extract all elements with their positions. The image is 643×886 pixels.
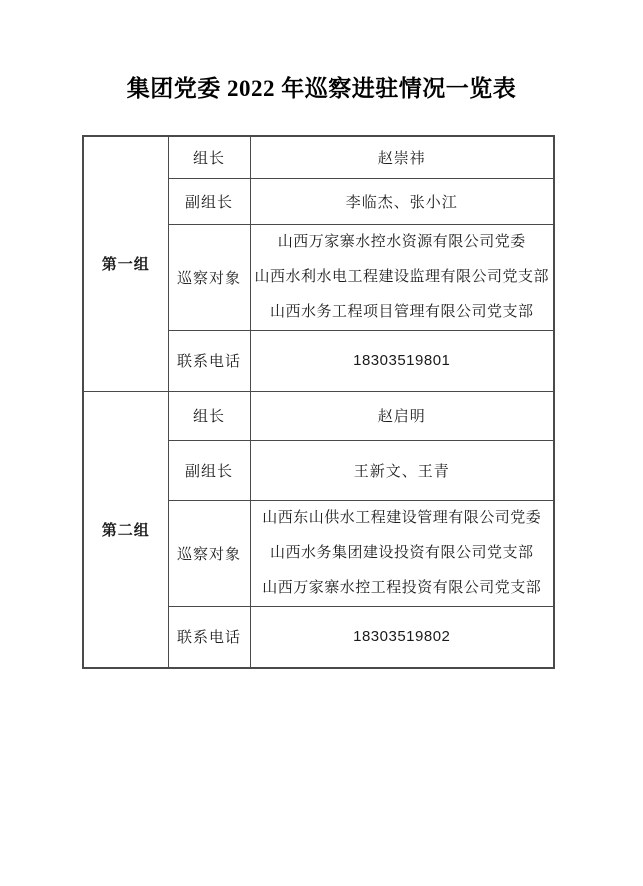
group1-targets-label: 巡察对象 xyxy=(168,224,250,330)
table-row xyxy=(83,136,554,178)
group1-targets-cell xyxy=(250,224,554,330)
group2-deputy-label: 副组长 xyxy=(168,440,250,500)
group2-deputy-names: 王新文、王青 xyxy=(250,440,554,500)
target-line: 山西东山供水工程建设管理有限公司党委 xyxy=(262,509,542,526)
group2-leader-name: 赵启明 xyxy=(250,391,554,440)
inspection-table xyxy=(82,135,555,669)
target-line: 山西水利水电工程建设监理有限公司党支部 xyxy=(254,268,549,285)
target-line: 山西万家寨水控水资源有限公司党委 xyxy=(277,233,526,250)
target-line: 山西水务工程项目管理有限公司党支部 xyxy=(269,303,534,320)
target-line: 山西水务集团建设投资有限公司党支部 xyxy=(269,544,534,561)
group1-deputy-label: 副组长 xyxy=(168,178,250,224)
group1-name-cell: 第一组 xyxy=(83,136,168,391)
group2-targets-cell xyxy=(250,500,554,606)
group2-phone-label: 联系电话 xyxy=(168,606,250,668)
group2-leader-label: 组长 xyxy=(168,391,250,440)
group2-name-cell: 第二组 xyxy=(83,391,168,668)
page-title: 集团党委 2022 年巡察进驻情况一览表 xyxy=(126,76,517,101)
group1-deputy-names: 李临杰、张小江 xyxy=(250,178,554,224)
group2-targets-label: 巡察对象 xyxy=(168,500,250,606)
group1-leader-label: 组长 xyxy=(168,136,250,178)
group1-phone-label: 联系电话 xyxy=(168,330,250,391)
table-row xyxy=(83,391,554,440)
group1-leader-name: 赵崇祎 xyxy=(250,136,554,178)
group2-phone-number: 18303519802 xyxy=(250,606,554,668)
target-line: 山西万家寨水控工程投资有限公司党支部 xyxy=(262,579,542,596)
group1-phone-number: 18303519801 xyxy=(250,330,554,391)
